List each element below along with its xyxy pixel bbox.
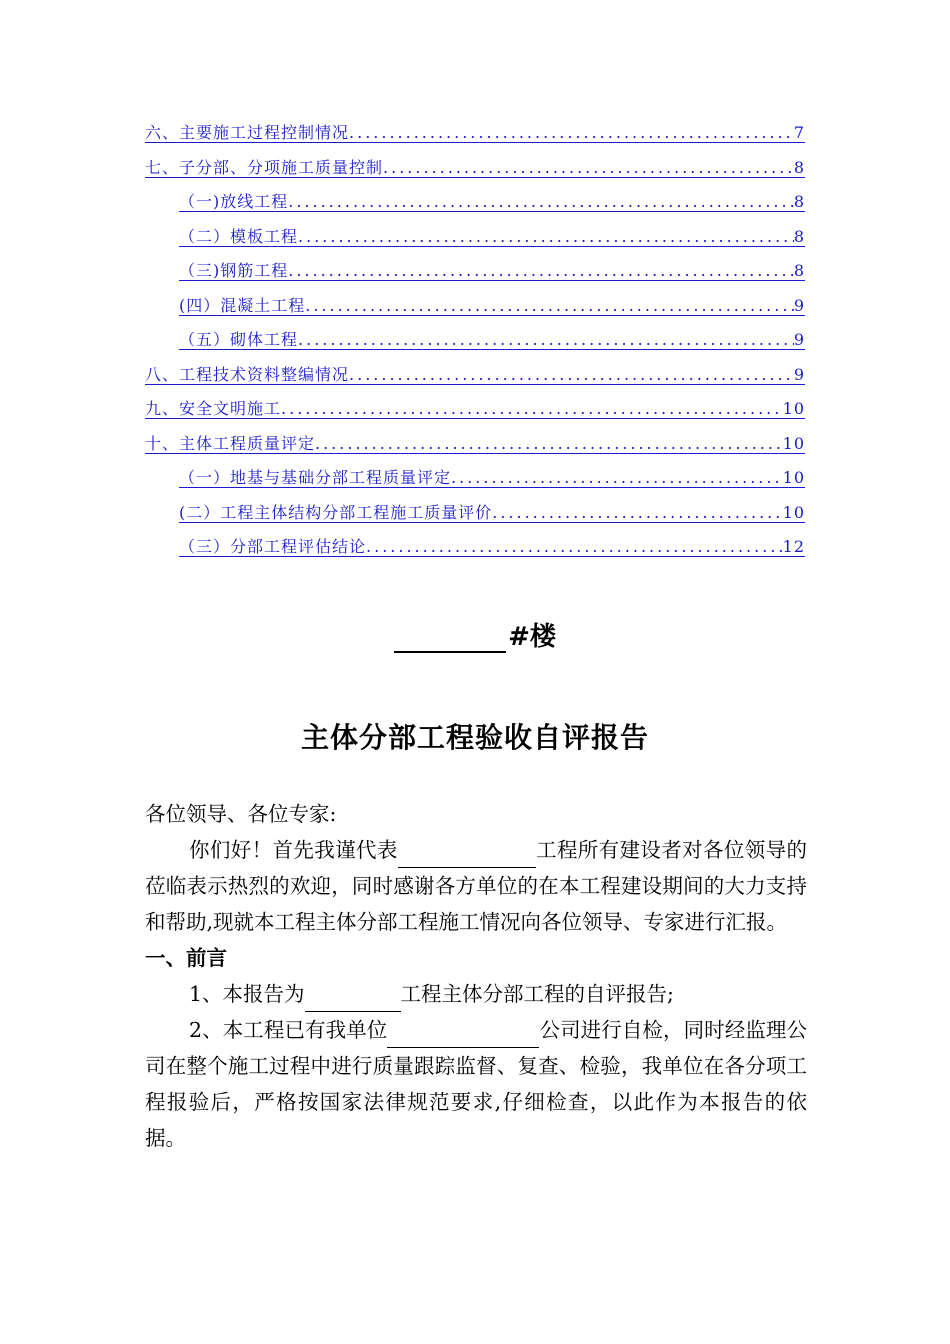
toc-entry-page: 10: [782, 399, 805, 418]
toc-entry-title: (四）混凝土工程: [179, 295, 306, 315]
building-number-blank[interactable]: [394, 623, 506, 653]
toc-entry[interactable]: [179, 228, 805, 263]
toc-entry-title: （三）分部工程评估结论: [179, 537, 367, 556]
toc-leader-dots: [451, 469, 783, 488]
toc-entry-page: 7: [793, 123, 805, 142]
toc-entry-page: 12: [782, 537, 805, 556]
company-name-blank[interactable]: [387, 1023, 539, 1048]
toc-entry-title: 七、子分部、分项施工质量控制: [145, 157, 384, 177]
toc-entry[interactable]: [179, 331, 805, 366]
toc-entry-title: 九、安全文明施工: [145, 399, 282, 418]
preface-item-1: [145, 976, 807, 1012]
building-suffix: #楼: [508, 622, 556, 652]
toc-entry-title: (二）工程主体结构分部工程施工质量评价: [179, 502, 493, 522]
toc-leader-dots: [315, 435, 783, 454]
toc-leader-dots: [349, 366, 794, 385]
item1-text-a: 1、本报告为: [189, 982, 305, 1006]
toc-entry-page: 10: [782, 468, 805, 487]
toc-entry-page: 8: [793, 226, 805, 246]
toc-leader-dots: [383, 159, 794, 178]
toc-entry-page: 8: [793, 192, 805, 211]
toc-entry-title: 八、工程技术资料整编情况: [145, 364, 350, 384]
toc-entry[interactable]: [179, 193, 805, 228]
toc-entry-title: （一)放线工程: [179, 192, 289, 211]
item2-text-b: 公司进行自检，同时经监理公司在整个施工过程中进行质量跟踪监督、复查、检验，我单位在各分项工程报验后，严格按国家法律规范要求,仔细检查，以此作为本报告的依据。: [145, 1018, 808, 1150]
toc-entry[interactable]: [179, 538, 805, 573]
toc-entry-page: 8: [793, 157, 805, 177]
section-heading-preface: 一、前言: [145, 946, 227, 970]
toc-leader-dots: [366, 538, 783, 557]
toc-entry[interactable]: [145, 366, 805, 401]
report-body: [145, 796, 807, 1156]
report-title: 主体分部工程验收自评报告: [300, 721, 649, 754]
toc-entry-page: 9: [793, 330, 805, 349]
toc-leader-dots: [288, 262, 794, 281]
toc-leader-dots: [492, 504, 782, 523]
table-of-contents: [145, 124, 805, 573]
toc-entry-page: 8: [793, 261, 805, 280]
toc-entry[interactable]: [179, 262, 805, 297]
toc-entry-title: （三)钢筋工程: [179, 261, 289, 280]
toc-entry-title: （一）地基与基础分部工程质量评定: [179, 468, 452, 487]
toc-entry[interactable]: [179, 504, 805, 539]
item2-text-a: 2、本工程已有我单位: [189, 1018, 388, 1042]
report-project-blank[interactable]: [305, 987, 401, 1012]
toc-entry[interactable]: [145, 435, 805, 470]
toc-entry-page: 10: [782, 502, 805, 522]
toc-entry[interactable]: [145, 159, 805, 194]
toc-entry[interactable]: [145, 124, 805, 159]
toc-leader-dots: [281, 400, 783, 419]
toc-leader-dots: [298, 331, 794, 350]
toc-leader-dots: [305, 297, 794, 316]
toc-entry-page: 9: [793, 295, 805, 315]
toc-entry-title: 十、主体工程质量评定: [145, 433, 316, 453]
item1-text-b: 工程主体分部工程的自评报告;: [400, 982, 674, 1006]
toc-entry-title: 六、主要施工过程控制情况: [145, 123, 350, 142]
toc-entry-page: 9: [793, 364, 805, 384]
preface-item-2: [145, 1012, 807, 1156]
toc-entry-title: （二）模板工程: [179, 226, 299, 246]
toc-leader-dots: [298, 228, 794, 247]
greeting-text-b: 工程所有建设者对各位领导的莅临表示热烈的欢迎，同时感谢各方单位的在本工程建设期间的大力支持和帮助,现就本工程主体分部工程施工情况向各位领导、专家进行汇报。: [145, 838, 808, 934]
greeting-paragraph: [145, 832, 807, 940]
building-number-heading: [0, 616, 950, 653]
project-name-blank[interactable]: [398, 843, 536, 868]
toc-leader-dots: [349, 124, 794, 143]
toc-entry[interactable]: [145, 400, 805, 435]
toc-entry[interactable]: [179, 297, 805, 332]
toc-entry-title: （五）砌体工程: [179, 330, 299, 349]
toc-leader-dots: [288, 193, 794, 212]
toc-entry[interactable]: [179, 469, 805, 504]
greeting-text-a: 你们好！首先我谨代表: [189, 838, 398, 862]
toc-entry-page: 10: [782, 433, 805, 453]
salutation: 各位领导、各位专家:: [145, 802, 337, 826]
